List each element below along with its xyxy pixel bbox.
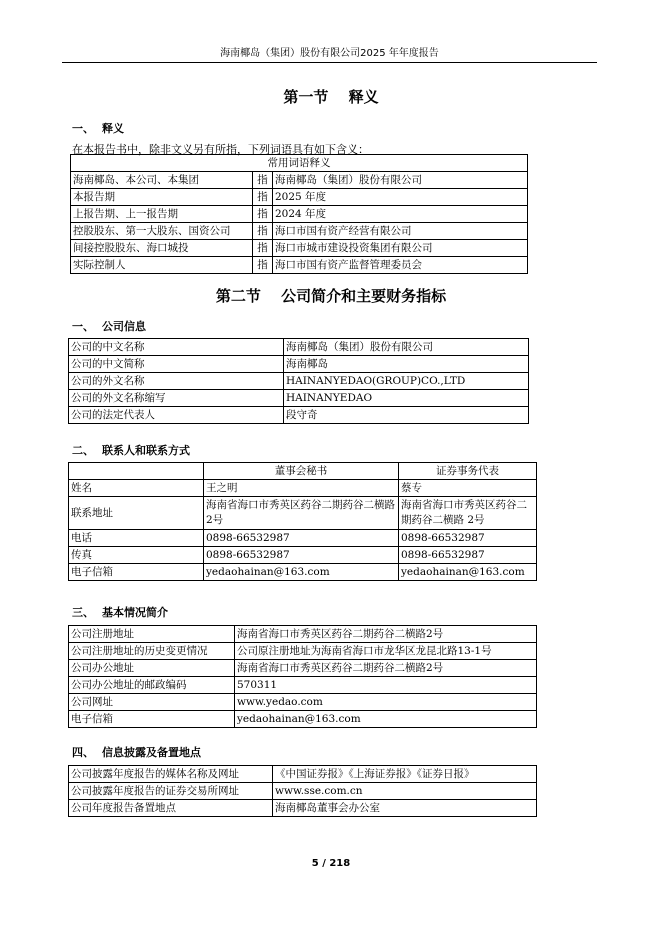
key-cell: 公司注册地址的历史变更情况	[69, 643, 235, 660]
running-header: 海南椰岛（集团）股份有限公司2025 年年度报告	[220, 48, 439, 59]
table-row	[69, 463, 537, 480]
value-cell: 段守奇	[284, 407, 529, 424]
meaning-cell: 2025 年度	[273, 189, 528, 206]
subheading-label: 公司信息	[102, 320, 146, 333]
table-row	[69, 339, 529, 356]
meaning-cell: 海口市城市建设投资集团有限公司	[273, 240, 528, 257]
table-row	[69, 390, 529, 407]
table-row	[71, 172, 528, 189]
ref-cell: 指	[253, 172, 273, 189]
empty-header-cell	[69, 463, 204, 480]
value-cell: www.yedao.com	[235, 694, 537, 711]
table-row	[69, 547, 537, 564]
key-cell: 公司年度报告备置地点	[69, 800, 273, 817]
column-header-securities-rep: 证券事务代表	[399, 463, 537, 480]
column-header-secretary: 董事会秘书	[204, 463, 399, 480]
term-cell: 间接控股股东、海口城投	[71, 240, 253, 257]
table-row	[71, 257, 528, 274]
table-row	[71, 206, 528, 223]
subheading-number: 二、	[72, 444, 94, 457]
key-cell: 公司的外文名称	[69, 373, 284, 390]
value-cell: 海南椰岛（集团）股份有限公司	[284, 339, 529, 356]
table-row	[71, 240, 528, 257]
key-cell: 电子信箱	[69, 564, 204, 581]
ref-cell: 指	[253, 206, 273, 223]
key-cell: 联系地址	[69, 497, 204, 530]
secretary-cell: 王之明	[204, 480, 399, 497]
table-row	[69, 783, 537, 800]
key-cell: 电话	[69, 530, 204, 547]
subheading-definitions	[72, 120, 124, 136]
key-cell: 传真	[69, 547, 204, 564]
table-row	[71, 189, 528, 206]
key-cell: 公司的外文名称缩写	[69, 390, 284, 407]
key-cell: 公司办公地址	[69, 660, 235, 677]
header-divider	[62, 62, 597, 63]
meaning-cell: 海口市国有资产经营有限公司	[273, 223, 528, 240]
key-cell: 公司披露年度报告的媒体名称及网址	[69, 766, 273, 783]
table-row	[69, 497, 537, 530]
subheading-number: 一、	[72, 122, 94, 135]
key-cell: 姓名	[69, 480, 204, 497]
subheading-number: 四、	[72, 746, 94, 759]
subheading-number: 一、	[72, 320, 94, 333]
term-cell: 海南椰岛、本公司、本集团	[71, 172, 253, 189]
value-cell: HAINANYEDAO	[284, 390, 529, 407]
value-cell: 公司原注册地址为海南省海口市龙华区龙昆北路13-1号	[235, 643, 537, 660]
secretary-cell: 0898-66532987	[204, 530, 399, 547]
term-cell: 上报告期、上一报告期	[71, 206, 253, 223]
subheading-disclosure	[72, 744, 201, 760]
meaning-cell: 2024 年度	[273, 206, 528, 223]
table-row	[69, 626, 537, 643]
subheading-contacts	[72, 442, 190, 458]
securities-rep-cell: 海南省海口市秀英区药谷二期药谷二横路 2号	[399, 497, 537, 530]
basic-info-table	[68, 625, 537, 728]
table-row	[69, 407, 529, 424]
securities-rep-cell: 0898-66532987	[399, 530, 537, 547]
ref-cell: 指	[253, 223, 273, 240]
secretary-cell: yedaohainan@163.com	[204, 564, 399, 581]
subheading-company-info	[72, 318, 146, 334]
value-cell: 海南椰岛董事会办公室	[273, 800, 537, 817]
value-cell: 海南省海口市秀英区药谷二期药谷二横路2号	[235, 626, 537, 643]
table-row	[69, 373, 529, 390]
secretary-cell: 海南省海口市秀英区药谷二期药谷二横路2号	[204, 497, 399, 530]
ref-cell: 指	[253, 257, 273, 274]
page-number: 5 / 218	[311, 858, 351, 869]
value-cell: 《中国证券报》《上海证券报》《证券日报》	[273, 766, 537, 783]
table-row	[69, 800, 537, 817]
definitions-table-title: 常用词语释义	[71, 155, 528, 172]
company-info-table	[68, 338, 529, 424]
table-row	[69, 660, 537, 677]
disclosure-table	[68, 765, 537, 817]
intro-text: 在本报告书中，除非文义另有所指，下列词语具有如下含义：	[72, 143, 369, 156]
contacts-table	[68, 462, 537, 581]
securities-rep-cell: 蔡专	[399, 480, 537, 497]
table-row	[69, 677, 537, 694]
subheading-number: 三、	[72, 606, 94, 619]
key-cell: 公司网址	[69, 694, 235, 711]
ref-cell: 指	[253, 189, 273, 206]
term-cell: 控股股东、第一大股东、国资公司	[71, 223, 253, 240]
table-row	[69, 480, 537, 497]
securities-rep-cell: yedaohainan@163.com	[399, 564, 537, 581]
key-cell: 公司的法定代表人	[69, 407, 284, 424]
table-row	[69, 564, 537, 581]
meaning-cell: 海口市国有资产监督管理委员会	[273, 257, 528, 274]
value-cell: 海南椰岛	[284, 356, 529, 373]
key-cell: 公司的中文简称	[69, 356, 284, 373]
value-cell: HAINANYEDAO(GROUP)CO.,LTD	[284, 373, 529, 390]
table-row	[69, 356, 529, 373]
value-cell: 570311	[235, 677, 537, 694]
definitions-table	[70, 154, 528, 274]
table-row	[69, 694, 537, 711]
securities-rep-cell: 0898-66532987	[399, 547, 537, 564]
value-cell: 海南省海口市秀英区药谷二期药谷二横路2号	[235, 660, 537, 677]
key-cell: 公司的中文名称	[69, 339, 284, 356]
subheading-label: 基本情况简介	[102, 606, 168, 619]
section-2-title: 第二节 公司简介和主要财务指标	[215, 287, 447, 305]
key-cell: 公司办公地址的邮政编码	[69, 677, 235, 694]
key-cell: 公司注册地址	[69, 626, 235, 643]
table-row	[69, 530, 537, 547]
table-row	[69, 766, 537, 783]
meaning-cell: 海南椰岛（集团）股份有限公司	[273, 172, 528, 189]
term-cell: 实际控制人	[71, 257, 253, 274]
table-row	[69, 711, 537, 728]
table-row	[71, 223, 528, 240]
table-row	[71, 155, 528, 172]
ref-cell: 指	[253, 240, 273, 257]
value-cell: www.sse.com.cn	[273, 783, 537, 800]
key-cell: 公司披露年度报告的证券交易所网址	[69, 783, 273, 800]
term-cell: 本报告期	[71, 189, 253, 206]
subheading-basic-info	[72, 604, 168, 620]
subheading-label: 联系人和联系方式	[102, 444, 190, 457]
table-row	[69, 643, 537, 660]
subheading-label: 信息披露及备置地点	[102, 746, 201, 759]
secretary-cell: 0898-66532987	[204, 547, 399, 564]
value-cell: yedaohainan@163.com	[235, 711, 537, 728]
section-1-title: 第一节 释义	[283, 88, 379, 106]
subheading-label: 释义	[102, 122, 124, 135]
key-cell: 电子信箱	[69, 711, 235, 728]
